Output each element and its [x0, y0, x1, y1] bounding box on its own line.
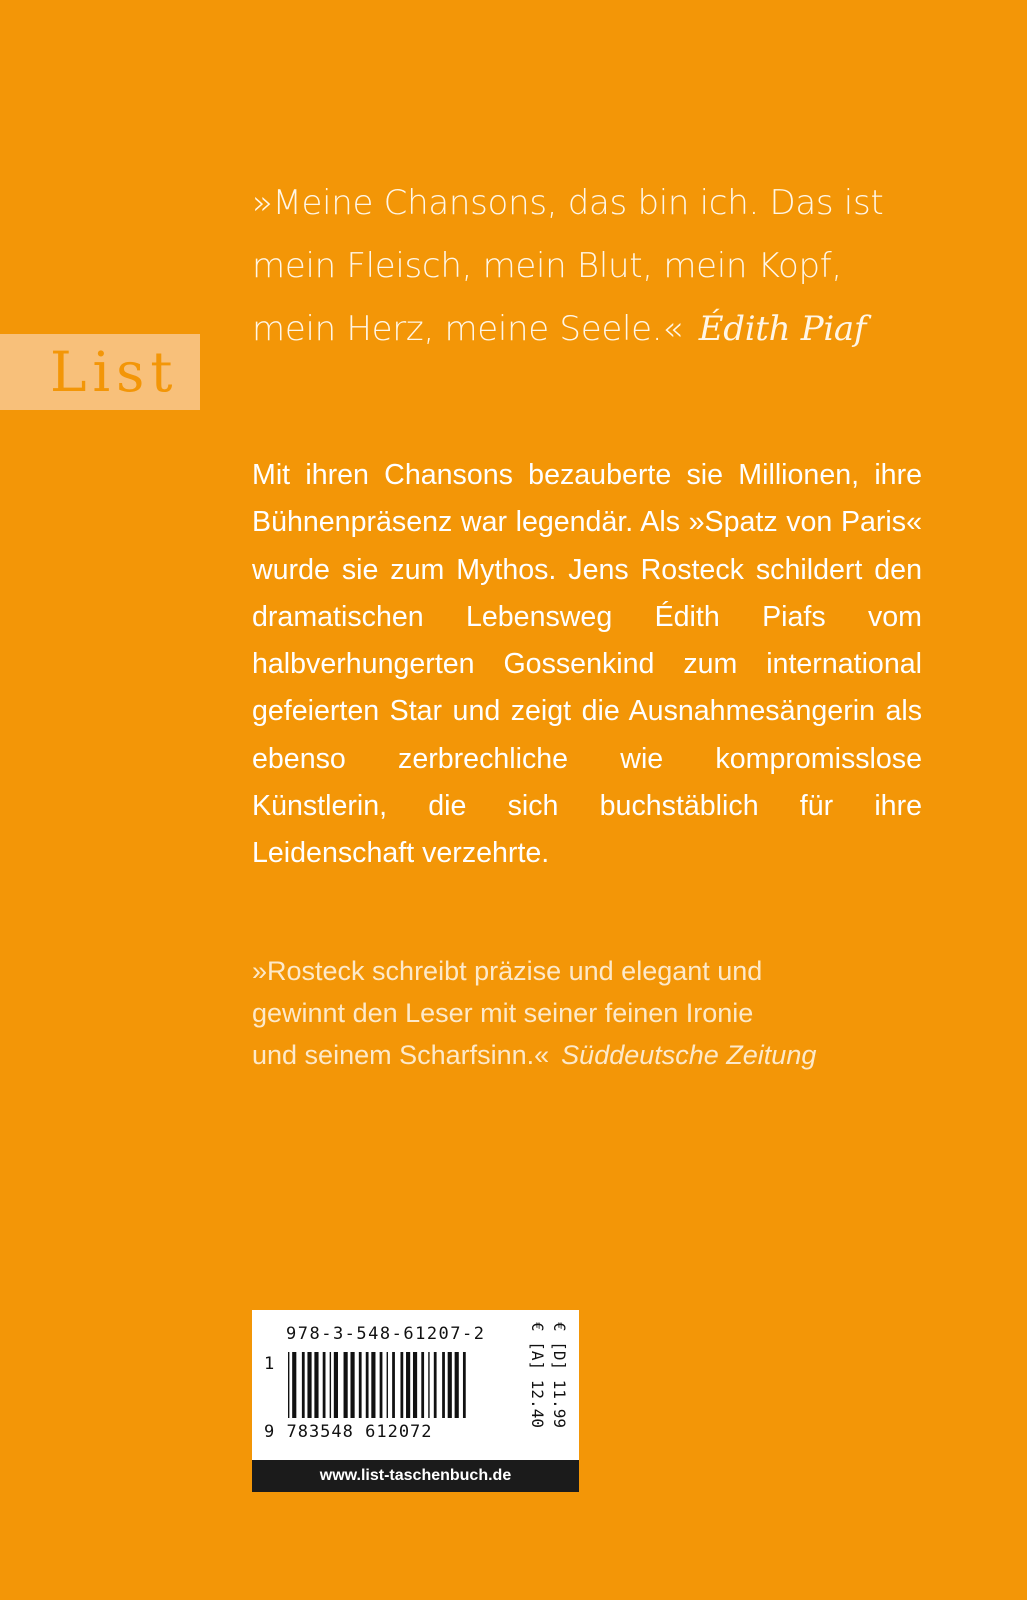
publisher-logo: [0, 334, 200, 410]
quote-line: »Meine Chansons, das bin ich. Das ist: [252, 183, 884, 223]
piaf-quote: [252, 172, 942, 361]
barcode-addon-digit: 1: [264, 1354, 275, 1374]
price-germany: € [D] 11.99: [550, 1322, 569, 1428]
review-attribution: Süddeutsche Zeitung: [561, 1040, 817, 1070]
barcode-digits: 9 783548 612072: [264, 1422, 433, 1442]
price-block: [522, 1322, 570, 1454]
review-line: gewinnt den Leser mit seiner feinen Ironie: [252, 998, 754, 1028]
publisher-url: www.list-taschenbuch.de: [319, 1467, 512, 1484]
barcode-panel: [252, 1310, 579, 1492]
price-austria: € [A] 12.40: [528, 1322, 547, 1428]
barcode-icon: [288, 1352, 506, 1418]
quote-line-text: mein Herz, meine Seele.«: [252, 309, 683, 349]
blurb-text: Mit ihren Chansons bezauberte sie Millionen, ihre Bühnenpräsenz war legendär. Als »Spatz von Paris« wurde sie zum Mythos. Jens Rosteck schildert den dramatischen Lebensweg Édith Piafs vom halbverhungerten Gossenkind zum international gefeierten Star und zeigt die Ausnahmesängerin als ebenso zerbrechliche wie kompromisslose Künstlerin, die sich buchstäblich für ihre Leidenschaft verzehrte.: [252, 459, 922, 870]
quote-line: [252, 298, 942, 361]
review-line-text: und seinem Scharfsinn.«: [252, 1040, 550, 1070]
isbn-number: 978-3-548-61207-2: [286, 1324, 486, 1344]
quote-attribution: Édith Piaf: [698, 309, 867, 349]
press-review: [252, 950, 942, 1076]
review-line: [252, 1034, 942, 1076]
publisher-logo-text: List: [50, 340, 179, 404]
book-blurb: [252, 452, 922, 878]
review-line: »Rosteck schreibt präzise und elegant und: [252, 956, 763, 986]
quote-line: mein Fleisch, mein Blut, mein Kopf,: [252, 246, 842, 286]
